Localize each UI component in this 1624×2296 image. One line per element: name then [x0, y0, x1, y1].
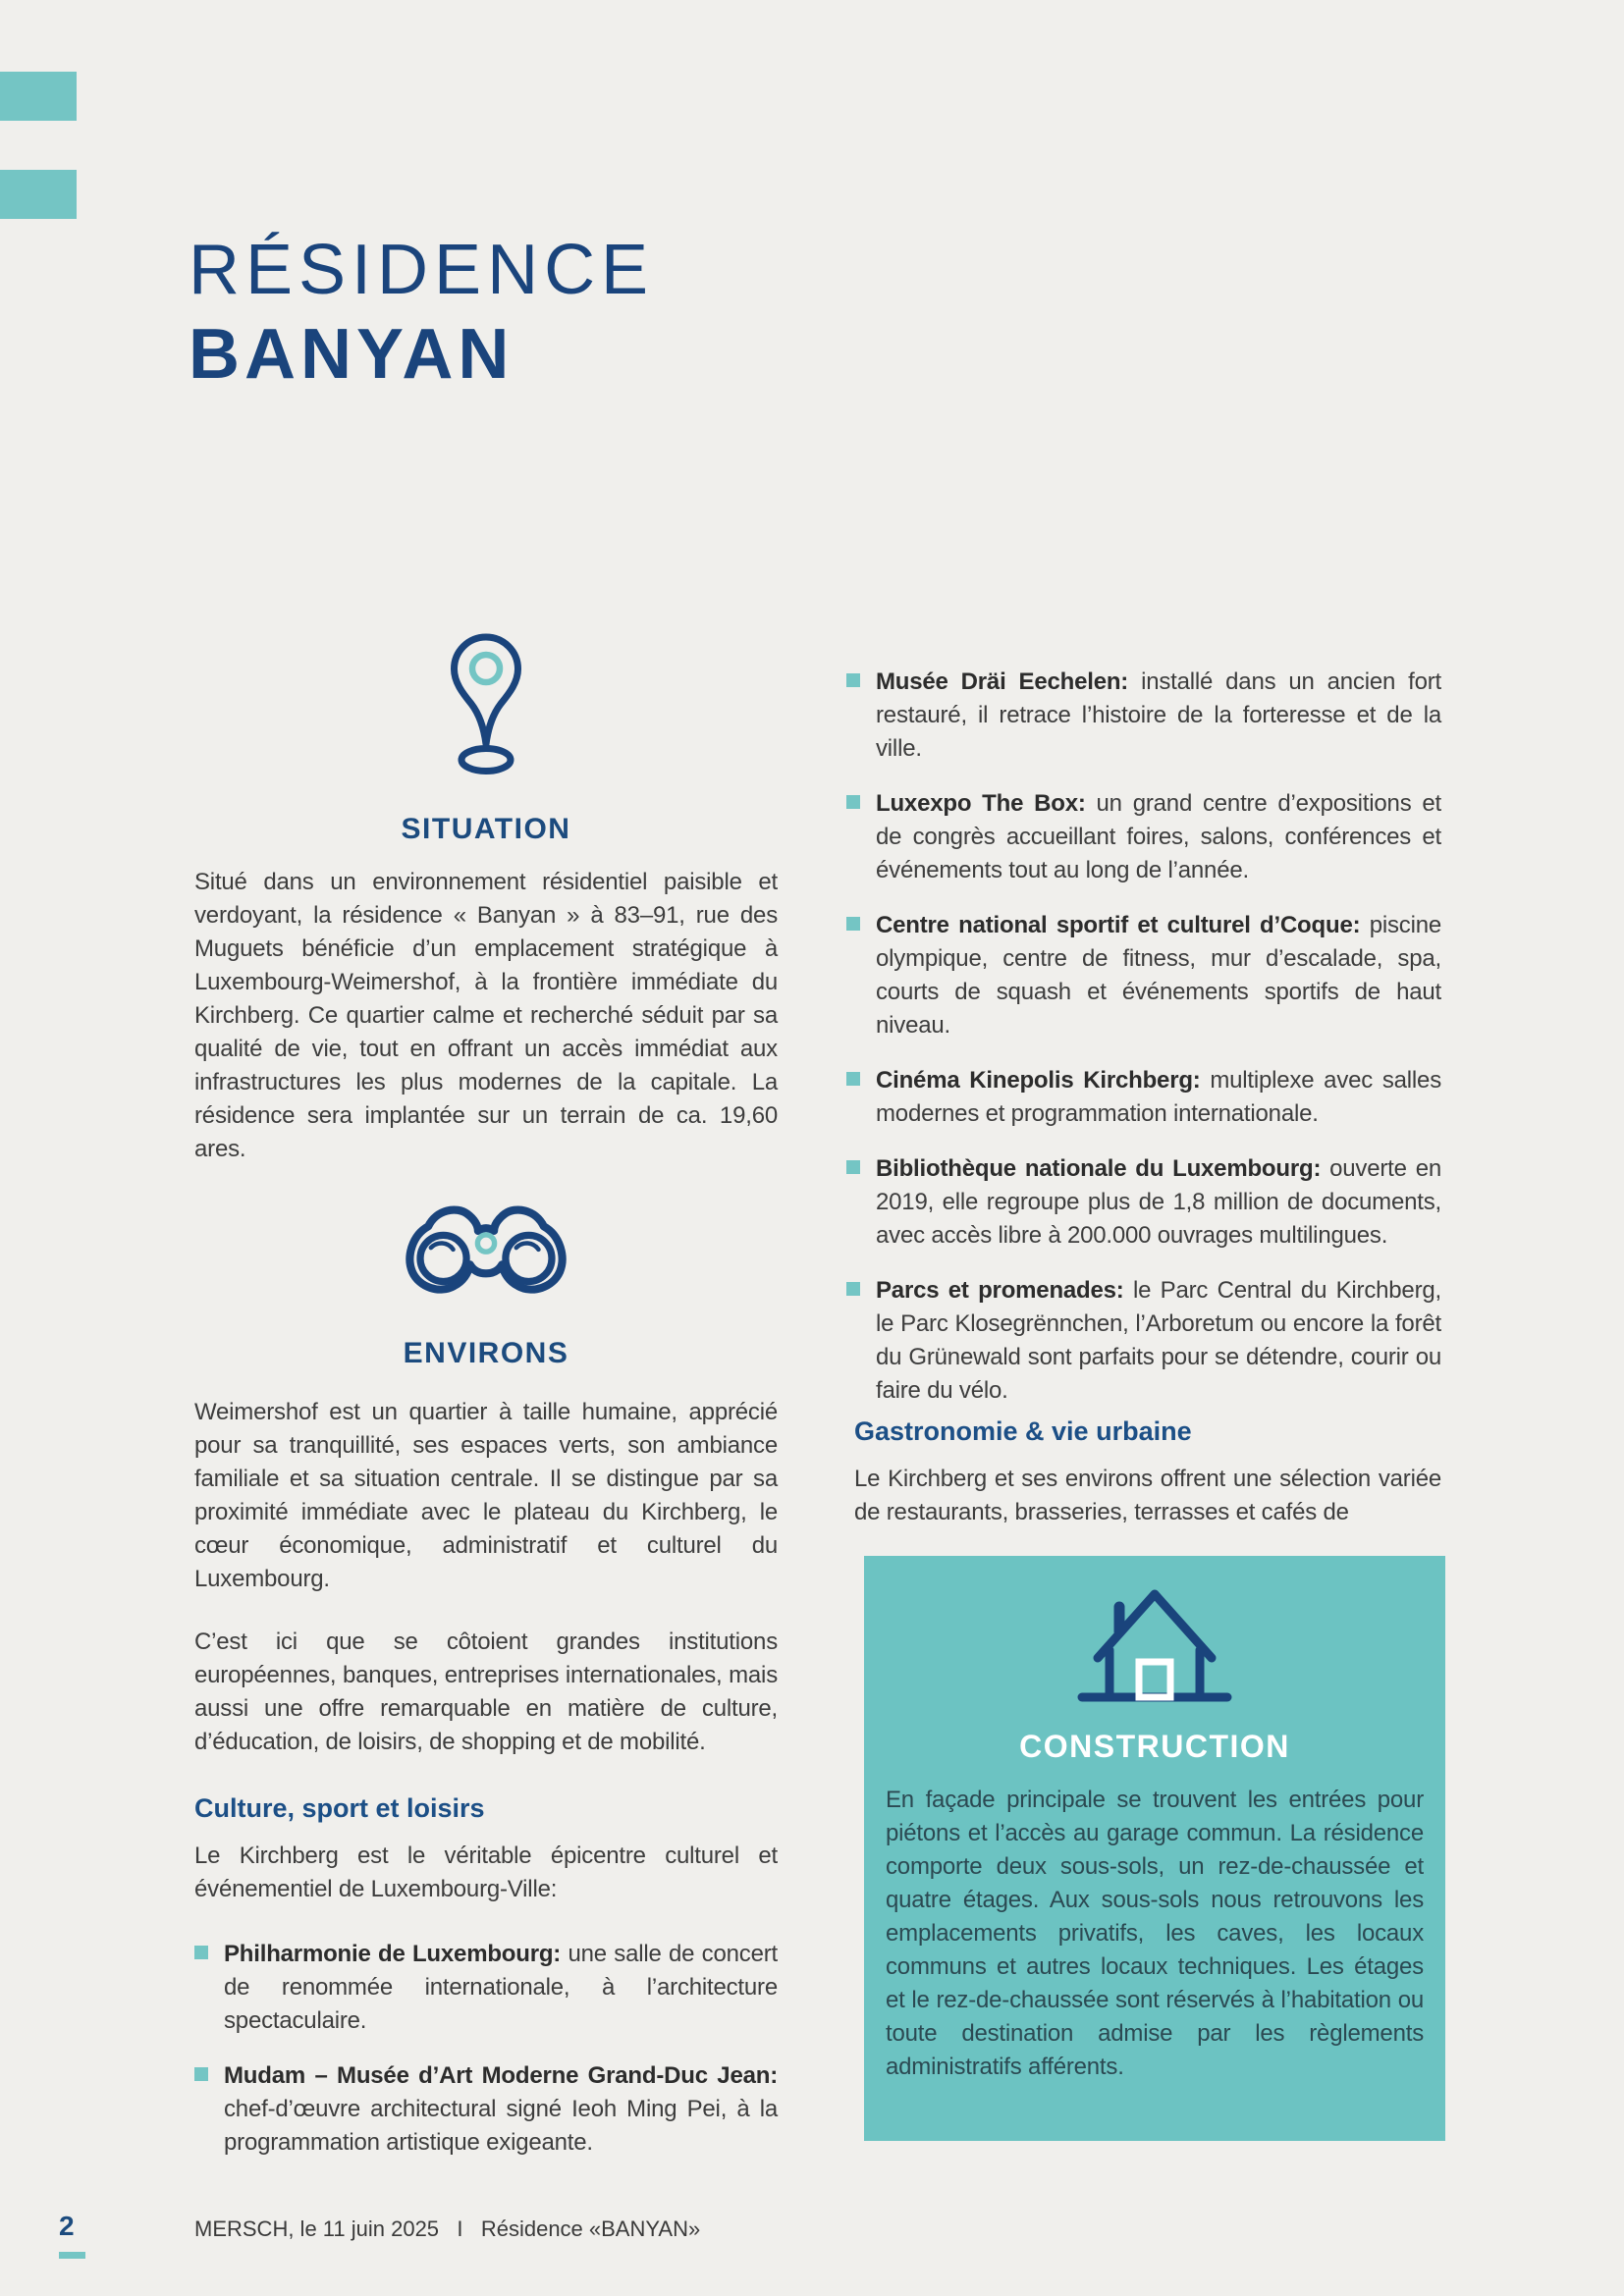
page-title	[189, 228, 654, 397]
house-icon	[1076, 1577, 1233, 1707]
bullet-lead: Bibliothèque nationale du Luxembourg:	[876, 1155, 1322, 1182]
footer-text: MERSCH, le 11 juin 2025 I Résidence «BANYAN»	[194, 2216, 701, 2241]
page-number: 2	[59, 2211, 75, 2241]
environs-paragraph-2: C’est ici que se côtoient grandes institutions européennes, banques, entreprises internationales, mais aussi une offre remarquable en matière de culture, d’éducation, de loisirs, de shopping et de mobilité.	[194, 1629, 778, 1755]
list-item	[846, 1152, 1441, 1253]
binoculars-icon	[402, 1200, 570, 1298]
bullet-square-icon	[846, 1072, 860, 1086]
culture-intro: Le Kirchberg est le véritable épicentre culturel et événementiel de Luxembourg-Ville:	[194, 1842, 778, 1902]
list-item	[846, 1064, 1441, 1131]
bullet-square-icon	[846, 1282, 860, 1296]
gastronomie-heading: Gastronomie & vie urbaine	[854, 1416, 1192, 1446]
decor-teal-square	[0, 170, 77, 219]
environs-paragraph-1: Weimershof est un quartier à taille humaine, apprécié pour sa tranquillité, ses espaces verts, son ambiance familiale et sa situation centrale. Il se distingue par sa proximité immédiate avec le plateau du Kirchberg, le cœur économique, administratif et culturel du Luxembourg.	[194, 1399, 778, 1592]
page-number-underline	[59, 2252, 85, 2259]
bullet-text: ouverte en 2019, elle regroupe plus de 1,8 million de documents, avec accès libre à 200.000 ouvrages multilingues.	[876, 1155, 1441, 1249]
culture-heading: Culture, sport et loisirs	[194, 1793, 485, 1823]
bullet-text: piscine olympique, centre de fitness, mur d’escalade, spa, courts de squash et événements sportifs de haut niveau.	[876, 912, 1441, 1039]
bullet-square-icon	[846, 795, 860, 809]
bullet-square-icon	[194, 1946, 208, 1959]
decor-teal-square	[0, 72, 77, 121]
list-item	[846, 666, 1441, 766]
bullet-lead: Parcs et promenades:	[876, 1277, 1124, 1304]
bullet-text: le Parc Central du Kirchberg, le Parc Klosegrënnchen, l’Arboretum ou encore la forêt du Grünewald sont parfaits pour se détendre, courir ou faire du vélo.	[876, 1277, 1441, 1404]
construction-paragraph: En façade principale se trouvent les entrées pour piétons et l’accès au garage commun. La résidence comporte deux sous-sols, un rez-de-chaussée et quatre étages. Aux sous-sols nous retrouvons les emplacements privatifs, les caves, les locaux communs et autres locaux techniques. Les étages et le rez-de-chaussée sont réservés à l’habitation ou toute destination admise par les règlements administratifs afférents.	[886, 1787, 1424, 2080]
location-pin-icon	[441, 631, 531, 778]
bullet-text: un grand centre d’expositions et de congrès accueillant foires, salons, conférences et événements tout au long de l’année.	[876, 790, 1441, 883]
list-item	[846, 1274, 1441, 1408]
list-item	[194, 2059, 778, 2160]
bullet-lead: Centre national sportif et culturel d’Coque:	[876, 912, 1361, 938]
gastronomie-paragraph: Le Kirchberg et ses environs offrent une sélection variée de restaurants, brasseries, terrasses et cafés de	[854, 1466, 1441, 1525]
situation-paragraph: Situé dans un environnement résidentiel paisible et verdoyant, la résidence « Banyan » à 83–91, rue des Muguets bénéficie d’un emplacement stratégique à Luxembourg-Weimershof, à la frontière immédiate du Kirchberg. Ce quartier calme et recherché séduit par sa qualité de vie, tout en offrant un accès immédiat aux infrastructures les plus modernes de la capitale. La résidence sera implantée sur un terrain de ca. 19,60 ares.	[194, 869, 778, 1162]
construction-heading: CONSTRUCTION	[1019, 1729, 1290, 1764]
list-item	[846, 787, 1441, 887]
list-item	[846, 909, 1441, 1042]
page-title-line1: RÉSIDENCE	[189, 231, 655, 309]
bullet-lead: Mudam – Musée d’Art Moderne Grand-Duc Jean:	[224, 2062, 778, 2089]
bullet-text: installé dans un ancien fort restauré, il retrace l’histoire de la forteresse et de la ville.	[876, 668, 1441, 762]
bullet-lead: Luxexpo The Box:	[876, 790, 1086, 817]
bullet-square-icon	[846, 673, 860, 687]
bullet-lead: Cinéma Kinepolis Kirchberg:	[876, 1067, 1201, 1094]
bullet-square-icon	[846, 917, 860, 931]
bullet-text: une salle de concert de renommée internationale, à l’architecture spectaculaire.	[224, 1941, 778, 2034]
environs-heading: ENVIRONS	[403, 1337, 569, 1369]
kirchberg-bullet-list	[846, 666, 1441, 1429]
bullet-lead: Musée Dräi Eechelen:	[876, 668, 1129, 695]
culture-bullet-list	[194, 1938, 778, 2181]
bullet-text: multiplexe avec salles modernes et programmation internationale.	[876, 1067, 1441, 1127]
bullet-square-icon	[194, 2067, 208, 2081]
list-item	[194, 1938, 778, 2038]
page-title-line2: BANYAN	[189, 315, 514, 394]
bullet-text: chef-d’œuvre architectural signé Ieoh Ming Pei, à la programmation artistique exigeante.	[224, 2096, 778, 2156]
situation-heading: SITUATION	[401, 813, 571, 845]
construction-box	[864, 1556, 1445, 2141]
bullet-square-icon	[846, 1160, 860, 1174]
bullet-lead: Philharmonie de Luxembourg:	[224, 1941, 562, 1967]
